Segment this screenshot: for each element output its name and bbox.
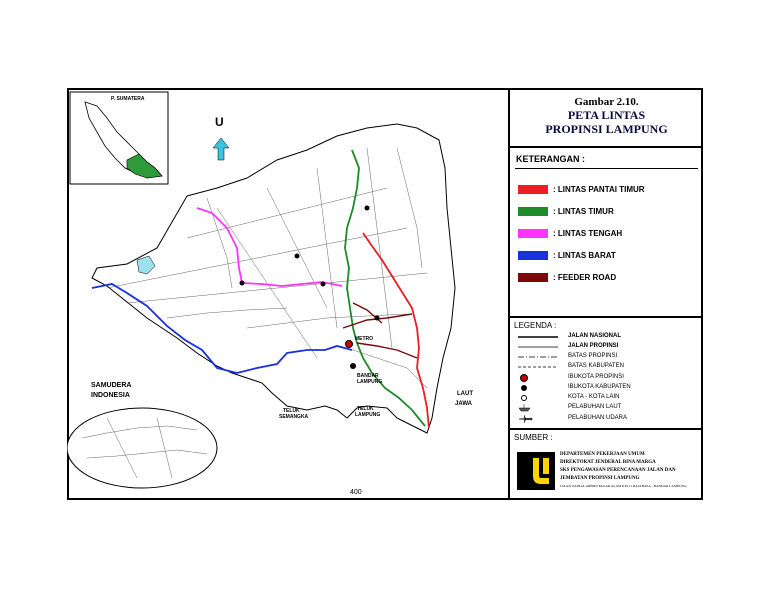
figure-number: Gambar 2.10.: [574, 96, 639, 108]
sea-west-label-2: INDONESIA: [91, 392, 130, 399]
swatch-feeder: [518, 273, 548, 282]
sea-east-label-1: LAUT: [457, 391, 473, 397]
org-line-1: DEPARTEMEN PEKERJAAN UMUM: [560, 452, 645, 457]
sumatera-inset: [70, 92, 168, 184]
sea-west-label-1: SAMUDERA: [91, 382, 132, 389]
swatch-tengah: [518, 229, 548, 238]
org-line-4: JEMBATAN PROPINSI LAMPUNG: [560, 476, 640, 481]
org-line-2: DIREKTORAT JENDERAL BINA MARGA: [560, 460, 656, 465]
side-panel: [510, 88, 703, 500]
title-box: [510, 88, 703, 148]
org-address: JALAN ZAINAL ABIDIN PAGAR ALAM KM 11 RAJABASA - BANDAR LAMPUNG: [560, 484, 687, 488]
map-panel: [67, 88, 510, 500]
lampung-map: [67, 88, 510, 500]
map-title-line1: PETA LINTAS: [567, 108, 646, 122]
teluk-semangka-label-1: TELUK: [283, 408, 300, 414]
south-inset: [67, 408, 217, 488]
north-arrow: [213, 138, 229, 160]
swatch-pantai-timur: [518, 185, 548, 194]
sumber-box: [510, 430, 703, 500]
page-number: 400: [350, 489, 362, 496]
north-label: U: [215, 115, 224, 129]
pu-logo-icon: [517, 452, 555, 490]
legenda-heading: LEGENDA :: [514, 321, 557, 330]
map-title-line2: PROPINSI LAMPUNG: [545, 122, 668, 136]
inset-label: P. SUMATERA: [111, 96, 145, 102]
sumber-heading: SUMBER :: [514, 433, 553, 442]
city-bandar-label: BANDAR: [357, 373, 379, 379]
city-lampung-label: LAMPUNG: [357, 379, 383, 385]
keterangan-box: KETERANGAN : : LINTAS PANTAI TIMUR : LINTAS TIMUR : LINTAS TENGAH : LINTAS BARAT : FEEDER ROAD: [510, 148, 703, 318]
swatch-timur: [518, 207, 548, 216]
legenda-box: LEGENDA : JALAN NASIONAL JALAN PROPINSI BATAS PROPINSI BATAS KABUPATEN IBUKOTA PROPINSI IBUKOTA KABUPATEN KOTA - KOTA LAIN PELABUHAN LAUT PELABUHAN UDARA: [510, 318, 703, 430]
keterangan-heading: KETERANGAN :: [516, 154, 585, 164]
keterangan-divider: [515, 168, 698, 169]
org-line-3: SKS PENGAWASAN PERENCANAAN JALAN DAN: [560, 468, 676, 473]
teluk-semangka-label-2: SEMANGKA: [279, 414, 309, 420]
swatch-barat: [518, 251, 548, 260]
teluk-lampung-label-2: LAMPUNG: [355, 412, 381, 418]
sea-east-label-2: JAWA: [455, 401, 473, 407]
teluk-lampung-label-1: TELUK: [357, 406, 374, 412]
city-metro-label: METRO: [355, 336, 374, 342]
